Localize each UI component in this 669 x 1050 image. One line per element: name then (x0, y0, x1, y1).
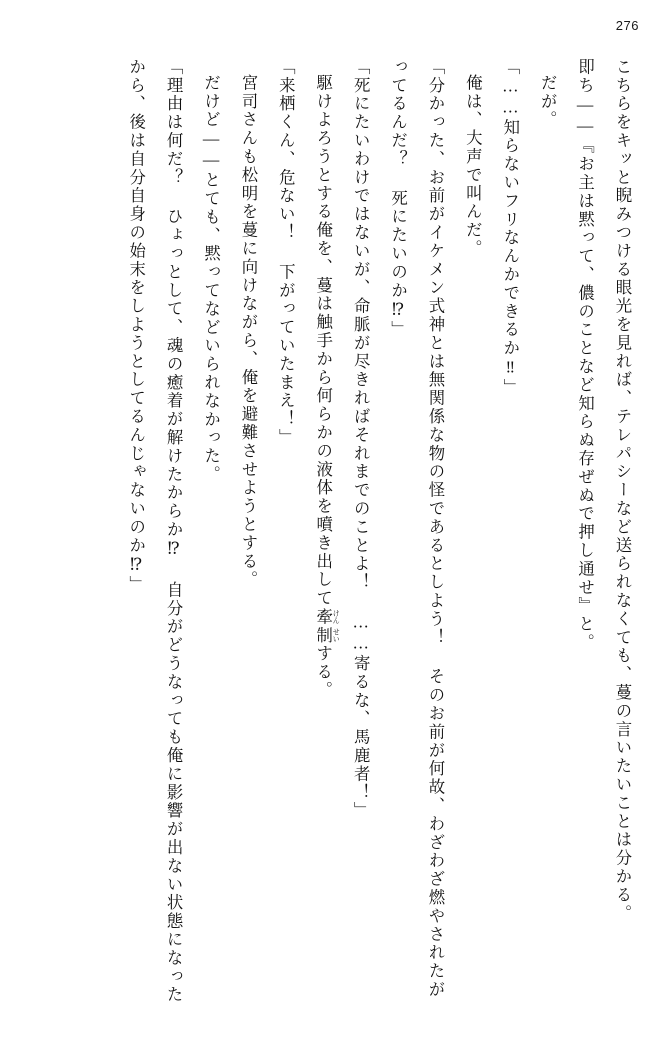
paragraph-with-ruby (304, 58, 341, 1008)
paragraph: 「……知らないフリなんかできるか‼」 (500, 58, 520, 397)
ruby-kensei: 牽 けん制 せい (313, 608, 341, 645)
paragraph: 俺は、大声で叫んだ。 (463, 74, 483, 259)
paragraph: 宮司さんも松明を蔓に向けながら、俺を避難させようとする。 (238, 74, 258, 590)
paragraph: だが。 (538, 74, 558, 130)
paragraph: 「死にたいわけではないが、命脈が尽きればそれまでのことよ！ ……寄るな、馬鹿者！」 (351, 58, 371, 821)
paragraph: だけど――とても、黙ってなどいられなかった。 (201, 74, 221, 485)
page-number: 276 (615, 18, 639, 33)
paragraph: 即ち――『お主は黙って、儂のことなど知らぬ存ぜぬで押し通せ』と。 (575, 58, 595, 652)
paragraph: 「理由は何だ？ ひょっとして、魂の癒着が解けたからか⁉ 自分がどうなっても俺に影響が出ない状態になったから、後は自分自身の始末をしようとしてるんじゃないのか⁉」 (126, 58, 184, 1005)
paragraph: 「来栖くん、危ない！ 下がっていたまえ！」 (276, 58, 296, 447)
paragraph: 「分かった、お前がイケメン式神とは無関係な物の怪であるとしよう！ そのお前が何故、わざわざ燃やされたがってるんだ？ 死にたいのか⁉」 (388, 58, 445, 999)
paragraph-ruby-text: 駆けよろうとする俺を、蔓は触手から何らかの液体を噴き出して牽 けん制 せいする。 (313, 74, 341, 701)
paragraph: こちらをキッと睨みつける眼光を見れば、テレパシーなど送られなくても、蔓の言いたいことは分かる。 (613, 58, 632, 923)
novel-text-body (41, 58, 641, 1008)
